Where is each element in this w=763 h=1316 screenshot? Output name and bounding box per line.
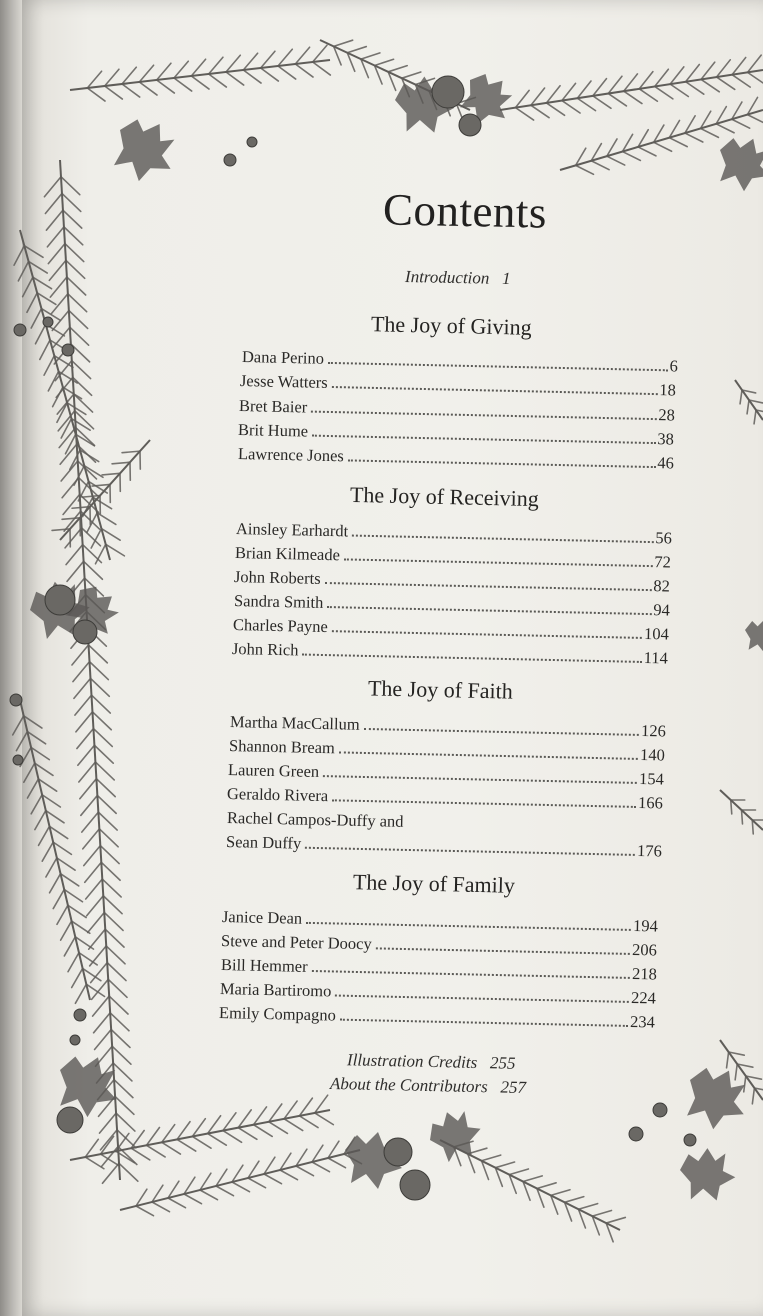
dot-leader	[306, 921, 631, 931]
dot-leader	[376, 946, 631, 955]
dot-leader	[344, 557, 653, 567]
back-matter-label: About the Contributors	[329, 1073, 488, 1097]
entry-name: Emily Compagno	[218, 1003, 337, 1025]
dot-leader	[335, 994, 629, 1003]
dot-leader	[324, 581, 651, 591]
entry-name: Bret Baier	[238, 396, 308, 417]
dot-leader	[305, 846, 635, 856]
entry-page: 56	[655, 528, 673, 548]
entry-name: Janice Dean	[221, 907, 303, 928]
page-title: Contents	[382, 184, 548, 238]
dot-leader	[364, 727, 640, 736]
entry-name: Lawrence Jones	[237, 444, 345, 466]
entry-name: Steve and Peter Doocy	[220, 931, 372, 954]
entry-name: John Rich	[231, 639, 299, 660]
toc-about-contributors	[330, 1074, 526, 1098]
entry-page: 194	[632, 915, 659, 936]
dot-leader	[339, 750, 638, 760]
entry-name: Charles Payne	[232, 615, 329, 637]
entry-page: 38	[657, 429, 675, 449]
entry-name: Dana Perino	[241, 347, 325, 368]
entry-page: 140	[639, 744, 666, 765]
entry-page: 94	[653, 600, 671, 620]
dot-leader	[328, 361, 668, 371]
entry-page: 206	[631, 939, 658, 960]
entry-page: 72	[654, 552, 672, 572]
entry-page: 28	[658, 405, 676, 425]
section-title-giving: The Joy of Giving	[370, 311, 532, 340]
back-matter-page: 255	[489, 1053, 516, 1073]
section-title-family: The Joy of Family	[352, 869, 516, 898]
entry-name: Lauren Green	[227, 760, 320, 781]
entry-page: 176	[636, 840, 663, 861]
entry-name: Rachel Campos-Duffy and	[226, 808, 404, 831]
entry-name: Shannon Bream	[228, 736, 336, 758]
toc-illustration-credits	[347, 1050, 516, 1074]
dot-leader	[340, 1018, 628, 1027]
entry-page: 18	[659, 380, 677, 400]
entry-name: Geraldo Rivera	[226, 784, 329, 806]
dot-leader	[332, 385, 658, 395]
dot-leader	[312, 434, 655, 444]
entry-page: 126	[640, 720, 667, 741]
entry-name: Bill Hemmer	[220, 955, 308, 976]
dot-leader	[311, 410, 656, 421]
introduction-label: Introduction	[404, 266, 490, 288]
section-title-receiving: The Joy of Receiving	[349, 481, 540, 512]
introduction-page: 1	[501, 268, 511, 289]
entry-page: 218	[631, 963, 658, 984]
entry-page: 154	[638, 768, 665, 789]
entry-page: 234	[629, 1011, 656, 1032]
entry-name: Maria Bartiromo	[219, 979, 332, 1001]
dot-leader	[323, 774, 637, 784]
dot-leader	[332, 798, 636, 808]
dot-leader	[352, 534, 653, 544]
entry-name: Ainsley Earhardt	[235, 519, 349, 541]
entry-name: Brit Hume	[237, 420, 309, 441]
entry-page: 46	[657, 453, 675, 473]
back-matter-label: Illustration Credits	[346, 1050, 478, 1072]
section-title-faith: The Joy of Faith	[367, 675, 514, 704]
entry-name: Martha MacCallum	[229, 712, 360, 734]
dot-leader	[311, 969, 630, 979]
back-matter-page: 257	[500, 1077, 527, 1098]
dot-leader	[348, 458, 656, 468]
entry-name: Jesse Watters	[239, 371, 328, 392]
entry-name: Sean Duffy	[225, 832, 302, 853]
entry-name: Sandra Smith	[233, 591, 324, 612]
dot-leader	[332, 629, 642, 639]
entry-name: John Roberts	[233, 567, 321, 588]
entry-page: 6	[669, 356, 679, 376]
entry-page: 114	[643, 647, 669, 668]
toc-introduction	[405, 267, 511, 289]
entry-name: Brian Kilmeade	[234, 543, 341, 565]
entry-page: 166	[637, 792, 664, 813]
dot-leader	[302, 653, 641, 663]
entry-page: 104	[643, 623, 670, 644]
entry-page: 224	[630, 987, 657, 1008]
entry-page: 82	[653, 576, 671, 596]
dot-leader	[327, 605, 651, 615]
